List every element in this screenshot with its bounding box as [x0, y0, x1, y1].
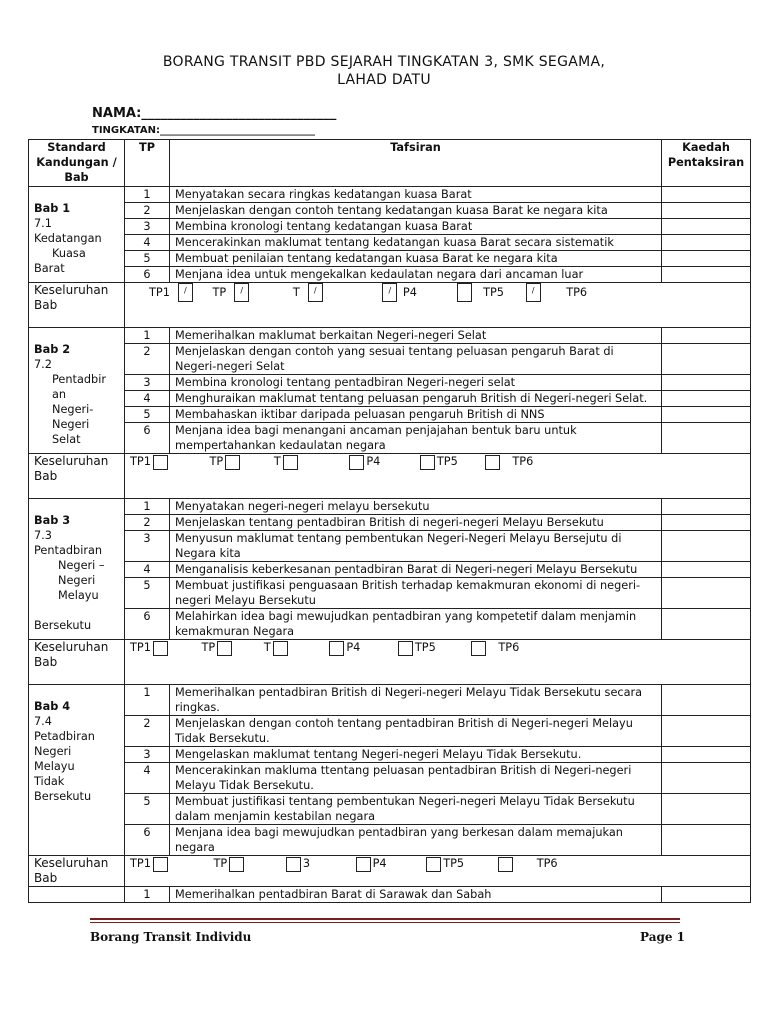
kaedah-cell: [662, 423, 751, 454]
kaedah-cell: [662, 235, 751, 251]
tp-checkbox-row: [125, 640, 751, 685]
tp-checkbox[interactable]: [225, 455, 240, 470]
tp-label: TP: [209, 455, 224, 468]
table-row: [29, 391, 751, 407]
bab3-code: 7.3: [34, 529, 52, 542]
tafsiran-text: Menjelaskan tentang pentadbiran British di negeri-negeri Melayu Bersekutu: [170, 515, 662, 531]
table-row: [29, 219, 751, 235]
table-row: [29, 609, 751, 640]
page-number: Page 1: [640, 930, 686, 944]
tp-label: TP6: [512, 455, 534, 468]
tp-checkbox[interactable]: [273, 641, 288, 656]
assessment-table: [28, 139, 751, 903]
tp-checkbox[interactable]: [349, 455, 364, 470]
table-row: [29, 203, 751, 219]
tp-label: TP6: [566, 285, 588, 299]
tp-level: 3: [125, 375, 170, 391]
kaedah-cell: [662, 328, 751, 344]
bab3-sub: Negeri –: [58, 559, 105, 572]
tp-level: 3: [125, 219, 170, 235]
keseluruhan-row: [29, 283, 751, 328]
table-row: [29, 763, 751, 794]
tp-level: 4: [125, 562, 170, 578]
keseluruhan-label: Keseluruhan Bab: [29, 454, 125, 499]
table-row: [29, 515, 751, 531]
bab1-sub: Kedatangan: [34, 232, 102, 245]
tp-level: 6: [125, 267, 170, 283]
table-row: [29, 235, 751, 251]
header-standard: Standard Kandungan / Bab: [29, 140, 125, 187]
tp-level: 4: [125, 235, 170, 251]
keseluruhan-label: Keseluruhan Bab: [29, 283, 125, 328]
bab4-code: 7.4: [34, 715, 52, 728]
tp-label: TP5: [443, 857, 465, 870]
tp-label: P4: [346, 641, 361, 654]
tafsiran-text: Memerihalkan maklumat berkaitan Negeri-negeri Selat: [170, 328, 662, 344]
kaedah-cell: [662, 407, 751, 423]
table-row: [29, 375, 751, 391]
table-row: [29, 251, 751, 267]
tafsiran-text: Membina kronologi tentang pentadbiran Negeri-negeri selat: [170, 375, 662, 391]
tafsiran-text: Membuat penilaian tentang kedatangan kuasa Barat ke negara kita: [170, 251, 662, 267]
tp-label: 3: [302, 857, 310, 870]
bab1-standard: [29, 187, 125, 283]
bab4-sub: Melayu: [34, 760, 75, 773]
tp-level: 2: [125, 515, 170, 531]
tp-level: 1: [125, 685, 170, 716]
header-kaedah: Kaedah Pentaksiran: [662, 140, 751, 187]
tp-label: TP1: [130, 641, 151, 654]
footer-rule: [90, 922, 680, 923]
tp-level: 2: [125, 716, 170, 747]
tafsiran-text: Menyatakan secara ringkas kedatangan kuasa Barat: [170, 187, 662, 203]
bab3-title: Bab 3: [34, 514, 71, 527]
tp-checkbox-row: [125, 856, 751, 887]
tp-label: TP1: [149, 285, 170, 299]
kaedah-cell: [662, 825, 751, 856]
footer-left-text: Borang Transit Individu: [90, 930, 252, 944]
tingkatan-field: TINGKATAN:_______________________________: [92, 125, 315, 136]
kaedah-cell: [662, 375, 751, 391]
tp-level: 1: [125, 187, 170, 203]
footer-rule: [90, 918, 680, 920]
tp-level: 4: [125, 763, 170, 794]
tp-level: 5: [125, 251, 170, 267]
tp-label: TP5: [414, 641, 436, 654]
bab5-standard: [29, 887, 125, 903]
table-row: [29, 825, 751, 856]
tp-level: 4: [125, 391, 170, 407]
kaedah-cell: [662, 609, 751, 640]
table-row: [29, 344, 751, 375]
tafsiran-text: Menjana idea untuk mengekalkan kedaulatan negara dari ancaman luar: [170, 267, 662, 283]
bab2-sub: Selat: [52, 433, 81, 446]
bab4-standard: [29, 685, 125, 856]
bab3-sub: Pentadbiran: [34, 544, 103, 557]
kaedah-cell: [662, 747, 751, 763]
tp-level: 3: [125, 747, 170, 763]
bab2-standard: [29, 328, 125, 454]
kaedah-cell: [662, 251, 751, 267]
header-tp: TP: [125, 140, 170, 187]
tp-level: 5: [125, 407, 170, 423]
tafsiran-text: Mencerakinkan maklumat tentang kedatangan kuasa Barat secara sistematik: [170, 235, 662, 251]
bab1-title: Bab 1: [34, 202, 71, 215]
tp-label: TP6: [498, 641, 520, 654]
kaedah-cell: [662, 219, 751, 235]
tp-level: 6: [125, 423, 170, 454]
kaedah-cell: [662, 685, 751, 716]
tp-label: P4: [372, 857, 387, 870]
tp-label: TP1: [130, 455, 151, 468]
table-row: [29, 794, 751, 825]
tp-checkbox[interactable]: [286, 857, 301, 872]
keseluruhan-row: [29, 856, 751, 887]
tp-checkbox[interactable]: [229, 857, 244, 872]
tafsiran-text: Membina kronologi tentang kedatangan kuasa Barat: [170, 219, 662, 235]
bab4-sub: Tidak: [34, 775, 65, 788]
bab4-sub: Petadbiran: [34, 730, 95, 743]
tp-checkbox[interactable]: /: [234, 283, 249, 302]
tp-level: 5: [125, 794, 170, 825]
tafsiran-text: Menyatakan negeri-negeri melayu bersekutu: [170, 499, 662, 515]
kaedah-cell: [662, 887, 751, 903]
bab3-sub: Melayu: [58, 589, 99, 602]
tp-label: T: [273, 455, 281, 468]
bab2-sub: Negeri-: [52, 403, 94, 416]
bab3-sub: Negeri: [58, 574, 96, 587]
keseluruhan-label: Keseluruhan Bab: [29, 856, 125, 887]
tafsiran-text: Menghuraikan maklumat tentang peluasan pengaruh British di Negeri-negeri Selat.: [170, 391, 662, 407]
kaedah-cell: [662, 716, 751, 747]
bab1-sub: Kuasa: [52, 247, 86, 260]
tp-label: P4: [366, 455, 381, 468]
table-row: [29, 407, 751, 423]
kaedah-cell: [662, 794, 751, 825]
bab1-code: 7.1: [34, 217, 52, 230]
tp-checkbox[interactable]: /: [526, 283, 541, 302]
tp-level: 3: [125, 531, 170, 562]
tp-checkbox[interactable]: /: [178, 283, 193, 302]
form-title-line1: BORANG TRANSIT PBD SEJARAH TINGKATAN 3, SMK SEGAMA,: [162, 54, 606, 70]
tafsiran-text: Menjelaskan dengan contoh tentang kedatangan kuasa Barat ke negara kita: [170, 203, 662, 219]
tafsiran-text: Memerihalkan pentadbiran Barat di Sarawak dan Sabah: [170, 887, 662, 903]
tp-level: 6: [125, 825, 170, 856]
tafsiran-text: Membuat justifikasi tentang pembentukan Negeri-negeri Melayu Tidak Bersekutu dalam menjamin kestabilan negara: [170, 794, 662, 825]
bab2-sub: Pentadbir: [52, 373, 106, 386]
tafsiran-text: Melahirkan idea bagi mewujudkan pentadbiran yang kompetetif dalam menjamin kemakmuran Negara: [170, 609, 662, 640]
kaedah-cell: [662, 267, 751, 283]
tp-level: 2: [125, 203, 170, 219]
table-row: [29, 887, 751, 903]
tp-level: 5: [125, 578, 170, 609]
form-title-line2: LAHAD DATU: [337, 72, 431, 88]
bab2-sub: Negeri: [52, 418, 90, 431]
tp-level: 1: [125, 499, 170, 515]
tafsiran-text: Memerihalkan pentadbiran British di Negeri-negeri Melayu Tidak Bersekutu secara ringkas.: [170, 685, 662, 716]
table-row: [29, 685, 751, 716]
tafsiran-text: Menganalisis keberkesanan pentadbiran Barat di Negeri-negeri Melayu Bersekutu: [170, 562, 662, 578]
kaedah-cell: [662, 391, 751, 407]
tp-label: TP1: [130, 857, 151, 870]
tp-checkbox[interactable]: [457, 283, 472, 302]
tafsiran-text: Membuat justifikasi penguasaan British terhadap kemakmuran ekonomi di negeri-negeri Melayu Bersekutu: [170, 578, 662, 609]
header-tafsiran: Tafsiran: [170, 140, 662, 187]
tp-checkbox-row: [125, 454, 751, 499]
tp-level: 2: [125, 344, 170, 375]
tafsiran-text: Menjelaskan dengan contoh tentang pentadbiran British di Negeri-negeri Melayu Tidak Bersekutu.: [170, 716, 662, 747]
kaedah-cell: [662, 515, 751, 531]
kaedah-cell: [662, 499, 751, 515]
keseluruhan-label: Keseluruhan Bab: [29, 640, 125, 685]
keseluruhan-row: [29, 640, 751, 685]
tafsiran-text: Menyusun maklumat tentang pembentukan Negeri-Negeri Melayu Bersejutu di Negara kita: [170, 531, 662, 562]
tafsiran-text: Menjana idea bagi menangani ancaman penjajahan bentuk baru untuk mempertahankan kedaulatan negara: [170, 423, 662, 454]
tafsiran-text: Membahaskan iktibar daripada peluasan pengaruh British di NNS: [170, 407, 662, 423]
kaedah-cell: [662, 763, 751, 794]
bab3-sub: Bersekutu: [34, 619, 92, 632]
table-row: [29, 531, 751, 562]
tp-checkbox-row: [125, 283, 751, 328]
table-row: [29, 423, 751, 454]
tp-checkbox[interactable]: [153, 641, 168, 656]
bab1-sub: Barat: [34, 262, 65, 275]
table-row: [29, 578, 751, 609]
bab2-sub: an: [52, 388, 67, 401]
tp-checkbox[interactable]: [153, 455, 168, 470]
table-row: [29, 328, 751, 344]
bab2-code: 7.2: [34, 358, 52, 371]
bab4-title: Bab 4: [34, 700, 71, 713]
tp-label: T: [263, 641, 271, 654]
tp-label: T: [292, 285, 300, 299]
nama-field: NAMA:______________________________: [92, 106, 337, 121]
tp-checkbox[interactable]: /: [308, 283, 323, 302]
bab4-sub: Negeri: [34, 745, 72, 758]
tp-level: 1: [125, 328, 170, 344]
tafsiran-text: Menjana idea bagi mewujudkan pentadbiran yang berkesan dalam memajukan negara: [170, 825, 662, 856]
keseluruhan-row: [29, 454, 751, 499]
bab2-title: Bab 2: [34, 343, 71, 356]
tafsiran-text: Menjelaskan dengan contoh yang sesuai tentang peluasan pengaruh Barat di Negeri-negeri Selat: [170, 344, 662, 375]
tp-checkbox[interactable]: [485, 455, 500, 470]
tp-checkbox[interactable]: [420, 455, 435, 470]
tp-checkbox[interactable]: [426, 857, 441, 872]
tp-checkbox[interactable]: [329, 641, 344, 656]
tp-label: TP5: [483, 285, 504, 299]
kaedah-cell: [662, 562, 751, 578]
table-row: [29, 747, 751, 763]
tp-label: TP: [201, 641, 216, 654]
tp-checkbox[interactable]: [398, 641, 413, 656]
tp-checkbox[interactable]: [356, 857, 371, 872]
tp-checkbox[interactable]: [153, 857, 168, 872]
tp-checkbox[interactable]: [498, 857, 513, 872]
tp-checkbox[interactable]: /: [382, 283, 397, 302]
kaedah-cell: [662, 344, 751, 375]
tp-label: TP5: [436, 455, 458, 468]
kaedah-cell: [662, 203, 751, 219]
tp-level: 1: [125, 887, 170, 903]
tafsiran-text: Mencerakinkan makluma ttentang peluasan pentadbiran British di Negeri-negeri Melayu Tidak Bersekutu.: [170, 763, 662, 794]
kaedah-cell: [662, 531, 751, 562]
table-row: [29, 562, 751, 578]
tp-checkbox[interactable]: [283, 455, 298, 470]
tafsiran-text: Mengelaskan maklumat tentang Negeri-negeri Melayu Tidak Bersekutu.: [170, 747, 662, 763]
tp-checkbox[interactable]: [217, 641, 232, 656]
tp-checkbox[interactable]: [471, 641, 486, 656]
tp-label: TP: [213, 857, 228, 870]
tp-label: P4: [402, 285, 417, 299]
bab4-sub: Bersekutu: [34, 790, 92, 803]
table-row: [29, 499, 751, 515]
kaedah-cell: [662, 187, 751, 203]
table-row: [29, 267, 751, 283]
bab3-standard: [29, 499, 125, 640]
tp-label: TP: [212, 285, 227, 299]
table-row: [29, 716, 751, 747]
kaedah-cell: [662, 578, 751, 609]
tp-label: TP6: [536, 857, 558, 870]
tp-level: 6: [125, 609, 170, 640]
table-row: [29, 187, 751, 203]
